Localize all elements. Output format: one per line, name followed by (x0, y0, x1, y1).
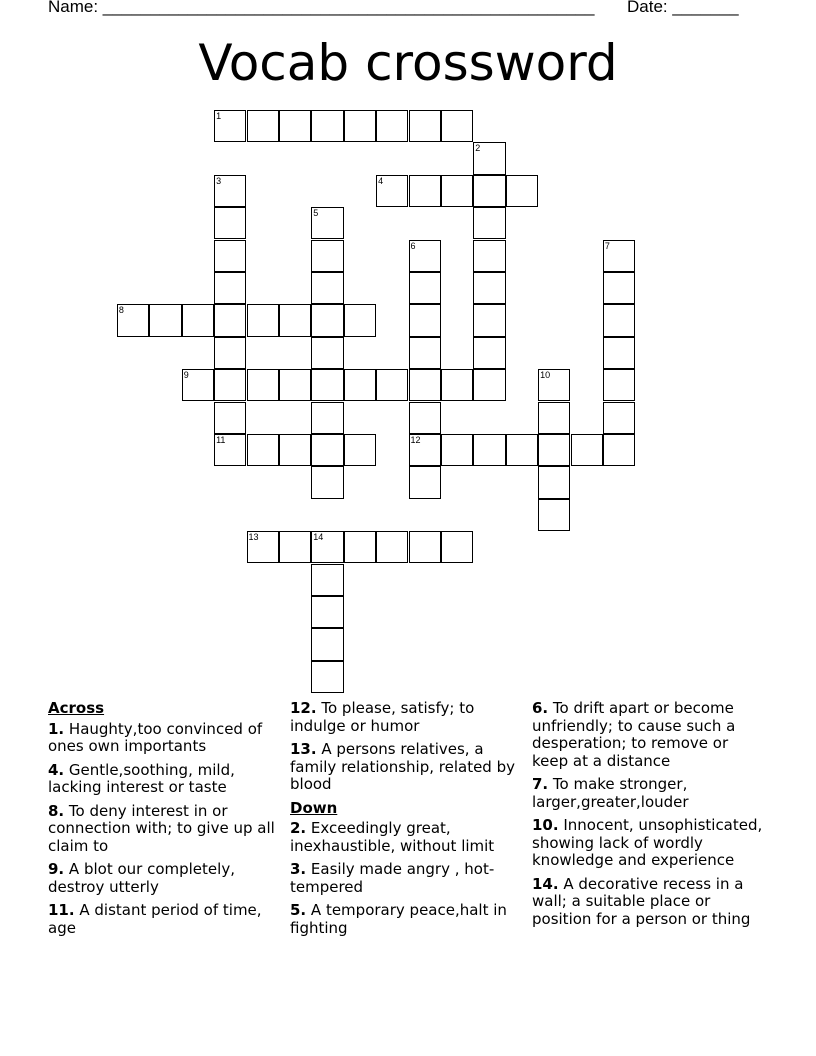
grid-cell[interactable] (538, 402, 570, 434)
clue-item (532, 817, 767, 870)
grid-cell[interactable] (311, 272, 343, 304)
grid-cell[interactable] (409, 240, 441, 272)
grid-cell[interactable] (409, 531, 441, 563)
grid-cell[interactable] (279, 434, 311, 466)
grid-cell[interactable] (473, 142, 505, 174)
grid-cell[interactable] (214, 207, 246, 239)
grid-cell[interactable] (376, 531, 408, 563)
grid-cell[interactable] (247, 434, 279, 466)
grid-cell[interactable] (182, 369, 214, 401)
clue-number: 6. (532, 699, 549, 717)
grid-cell[interactable] (376, 110, 408, 142)
grid-cell[interactable] (409, 272, 441, 304)
grid-cell[interactable] (473, 207, 505, 239)
clue-item (290, 820, 525, 855)
clue-number: 8. (48, 801, 65, 820)
grid-cell[interactable] (538, 499, 570, 531)
clue-number: 13. (290, 740, 317, 758)
clue-number: 1. (48, 719, 65, 738)
grid-cell[interactable] (344, 434, 376, 466)
clue-text: Gentle,soothing, mild, lacking interest or taste (48, 760, 235, 796)
grid-cell[interactable] (214, 369, 246, 401)
cell-number: 3 (216, 175, 222, 186)
grid-cell[interactable] (311, 466, 343, 498)
grid-cell[interactable] (473, 240, 505, 272)
clue-text: Innocent, unsophisticated, showing lack of wordly knowledge and experience (532, 816, 763, 869)
clue-text: A decorative recess in a wall; a suitable place or position for a person or thing (532, 874, 751, 928)
across-heading: Across (48, 699, 105, 717)
grid-cell[interactable] (279, 304, 311, 336)
grid-cell[interactable] (214, 272, 246, 304)
grid-cell[interactable] (571, 434, 603, 466)
page-title: Vocab crossword (198, 34, 618, 92)
grid-cell[interactable] (603, 304, 635, 336)
grid-cell[interactable] (473, 369, 505, 401)
cell-number: 2 (475, 143, 481, 154)
grid-cell[interactable] (441, 531, 473, 563)
grid-cell[interactable] (473, 272, 505, 304)
grid-cell[interactable] (409, 110, 441, 142)
grid-cell[interactable] (311, 661, 343, 693)
down-heading: Down (290, 798, 338, 817)
clue-number: 9. (48, 860, 65, 878)
clue-item (48, 762, 283, 797)
clue-item (290, 902, 525, 937)
grid-cell[interactable] (149, 304, 181, 336)
grid-cell[interactable] (409, 337, 441, 369)
grid-cell[interactable] (311, 240, 343, 272)
clue-text: A persons relatives, a family relationship, related by blood (290, 740, 515, 793)
grid-cell[interactable] (311, 596, 343, 628)
grid-cell[interactable] (247, 304, 279, 336)
clue-text: To please, satisfy; to indulge or humor (290, 699, 475, 735)
grid-cell[interactable] (214, 175, 246, 207)
clue-item (532, 700, 767, 770)
grid-cell[interactable] (538, 369, 570, 401)
grid-cell[interactable] (247, 531, 279, 563)
grid-cell[interactable] (441, 369, 473, 401)
cell-number: 7 (604, 240, 610, 251)
grid-cell[interactable] (344, 531, 376, 563)
clue-number: 7. (532, 775, 549, 793)
clue-item (48, 902, 283, 937)
cell-number: 1 (216, 110, 222, 121)
clue-number: 11. (48, 901, 75, 919)
grid-cell[interactable] (473, 337, 505, 369)
grid-cell[interactable] (409, 402, 441, 434)
cell-number: 14 (313, 532, 324, 543)
grid-cell[interactable] (311, 531, 343, 563)
grid-cell[interactable] (344, 369, 376, 401)
clue-item (48, 861, 283, 896)
clue-number: 12. (290, 699, 317, 717)
grid-cell[interactable] (441, 110, 473, 142)
clue-number: 10. (532, 816, 559, 834)
grid-cell[interactable] (409, 175, 441, 207)
grid-cell[interactable] (311, 304, 343, 336)
grid-cell[interactable] (311, 628, 343, 660)
grid-cell[interactable] (214, 337, 246, 369)
grid-cell[interactable] (214, 402, 246, 434)
grid-cell[interactable] (311, 369, 343, 401)
clue-item (532, 876, 767, 929)
grid-cell[interactable] (409, 434, 441, 466)
grid-cell[interactable] (311, 434, 343, 466)
cell-number: 13 (248, 532, 259, 543)
clue-text: A blot our completely, destroy utterly (48, 860, 235, 896)
grid-cell[interactable] (409, 369, 441, 401)
clues-column-1 (48, 700, 283, 943)
grid-cell[interactable] (214, 434, 246, 466)
clue-text: To make stronger, larger,greater,louder (532, 775, 689, 811)
clue-number: 4. (48, 760, 65, 779)
clue-number: 14. (532, 874, 559, 893)
cell-number: 4 (378, 175, 384, 186)
cell-number: 11 (216, 434, 226, 445)
grid-cell[interactable] (182, 304, 214, 336)
cell-number: 10 (540, 370, 551, 381)
grid-cell[interactable] (473, 434, 505, 466)
grid-cell[interactable] (473, 175, 505, 207)
grid-cell[interactable] (506, 434, 538, 466)
clue-text: A temporary peace,halt in fighting (290, 901, 507, 937)
clue-item (532, 776, 767, 811)
date-line[interactable]: Date: _______ (627, 0, 739, 16)
name-line[interactable]: Name: ____________________________________________________ (48, 0, 595, 16)
grid-cell[interactable] (441, 175, 473, 207)
clues-column-2 (290, 700, 525, 943)
clue-text: Exceedingly great, inexhaustible, without limit (290, 819, 495, 855)
grid-cell[interactable] (473, 304, 505, 336)
clue-text: To deny interest in or connection with; to give up all claim to (48, 801, 275, 855)
grid-cell[interactable] (214, 304, 246, 336)
clue-item (290, 861, 525, 896)
grid-cell[interactable] (214, 240, 246, 272)
grid-cell[interactable] (538, 434, 570, 466)
clue-item (290, 700, 525, 735)
grid-cell[interactable] (344, 304, 376, 336)
grid-cell[interactable] (117, 304, 149, 336)
grid-cell[interactable] (279, 110, 311, 142)
grid-cell[interactable] (538, 466, 570, 498)
grid-cell[interactable] (279, 531, 311, 563)
clue-number: 2. (290, 819, 307, 837)
clue-number: 5. (290, 901, 307, 919)
grid-cell[interactable] (603, 434, 635, 466)
cell-number: 9 (183, 370, 189, 381)
grid-cell[interactable] (506, 175, 538, 207)
grid-cell[interactable] (376, 369, 408, 401)
cell-number: 8 (118, 305, 124, 316)
grid-cell[interactable] (409, 466, 441, 498)
grid-cell[interactable] (311, 207, 343, 239)
grid-cell[interactable] (279, 369, 311, 401)
grid-cell[interactable] (311, 110, 343, 142)
clue-number: 3. (290, 860, 307, 878)
grid-cell[interactable] (376, 175, 408, 207)
clue-text: Haughty,too convinced of ones own importants (48, 719, 263, 755)
clue-item (48, 721, 283, 756)
grid-cell[interactable] (603, 272, 635, 304)
clue-item (290, 741, 525, 794)
clue-text: Easily made angry , hot-tempered (290, 860, 495, 896)
grid-cell[interactable] (603, 369, 635, 401)
clues-column-3 (532, 700, 767, 934)
grid-cell[interactable] (247, 369, 279, 401)
cell-number: 5 (313, 208, 319, 219)
grid-cell[interactable] (603, 337, 635, 369)
grid-cell[interactable] (311, 564, 343, 596)
cell-number: 12 (410, 434, 421, 445)
grid-cell[interactable] (311, 337, 343, 369)
grid-cell[interactable] (409, 304, 441, 336)
clue-item (48, 803, 283, 856)
grid-cell[interactable] (311, 402, 343, 434)
cell-number: 6 (410, 240, 416, 251)
grid-cell[interactable] (603, 240, 635, 272)
grid-cell[interactable] (603, 402, 635, 434)
grid-cell[interactable] (441, 434, 473, 466)
clue-text: To drift apart or become unfriendly; to cause such a desperation; to remove or keep at a distance (532, 699, 736, 770)
clue-text: A distant period of time, age (48, 901, 262, 937)
grid-cell[interactable] (344, 110, 376, 142)
grid-cell[interactable] (247, 110, 279, 142)
grid-cell[interactable] (214, 110, 246, 142)
